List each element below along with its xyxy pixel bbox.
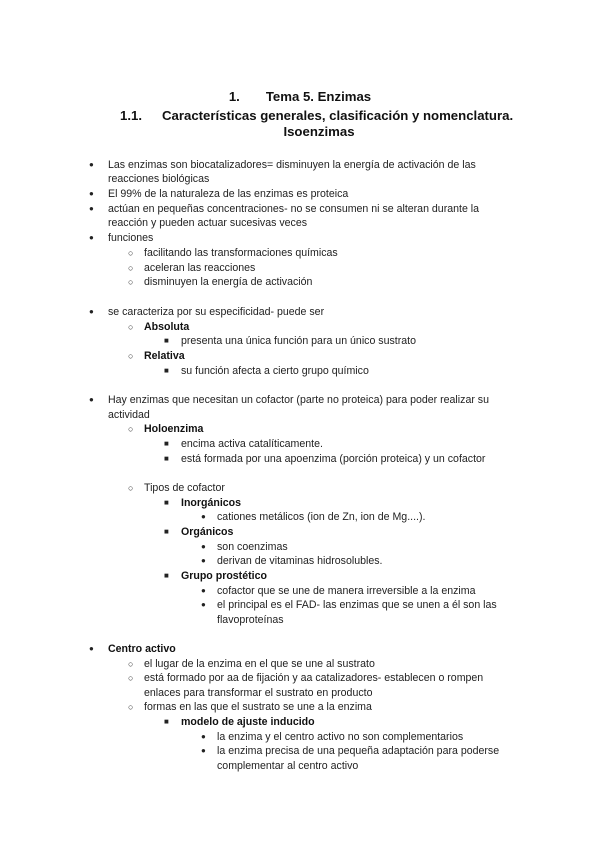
heading-1-title: Tema 5. Enzimas	[265, 89, 372, 104]
text-line: derivan de vitaminas hidrosolubles.	[217, 555, 383, 567]
bullet-dot	[89, 187, 94, 201]
text-line-bold: Inorgánicos	[181, 497, 242, 509]
text-line: enlaces para transformar el sustrato en producto	[144, 687, 373, 699]
text-line-bold: Relativa	[144, 350, 185, 362]
text-line-bold: modelo de ajuste inducido	[181, 716, 315, 728]
text-line: se caracteriza por su especificidad- puede ser	[108, 306, 325, 318]
text-line: el principal es el FAD- las enzimas que se unen a él son las	[217, 599, 497, 611]
text-line: encima activa catalíticamente.	[181, 438, 323, 450]
bullet-square	[164, 496, 169, 510]
bullet-dot	[89, 202, 94, 216]
text-line: cationes metálicos (ion de Zn, ion de Mg....).	[217, 511, 426, 523]
text-line: Tipos de cofactor	[144, 482, 225, 494]
heading-2-number: 1.1.	[120, 108, 142, 123]
bullet-dot	[201, 730, 206, 744]
text-line: cofactor que se une de manera irreversible a la enzima	[217, 585, 476, 597]
bullet-dot	[201, 744, 206, 758]
bullet-circle	[128, 671, 133, 686]
text-line: su función afecta a cierto grupo químico	[181, 365, 369, 377]
bullet-dot	[89, 642, 94, 656]
text-line: complementar al centro activo	[217, 760, 359, 772]
bullet-square	[164, 452, 169, 466]
text-line: Hay enzimas que necesitan un cofactor (parte no proteica) para poder realizar su	[108, 394, 489, 406]
text-line: la enzima y el centro activo no son complementarios	[217, 731, 464, 743]
text-line-bold: Absoluta	[144, 321, 190, 333]
bullet-circle	[128, 261, 133, 276]
bullet-dot	[201, 510, 206, 524]
text-line: facilitando las transformaciones químicas	[144, 247, 338, 259]
text-line: reacción y pueden actuar sucesivas veces	[108, 217, 308, 229]
bullet-circle	[128, 657, 133, 672]
bullet-square	[164, 437, 169, 451]
text-line: actividad	[108, 409, 150, 421]
bullet-circle	[128, 422, 133, 437]
bullet-dot	[201, 554, 206, 568]
text-line: El 99% de la naturaleza de las enzimas es proteica	[108, 188, 349, 200]
text-line: formas en las que el sustrato se une a la enzima	[144, 701, 372, 713]
bullet-dot	[89, 231, 94, 245]
text-line-bold: Centro activo	[108, 643, 176, 655]
text-line: son coenzimas	[217, 541, 288, 553]
text-line-bold: Orgánicos	[181, 526, 234, 538]
bullet-square	[164, 334, 169, 348]
bullet-square	[164, 525, 169, 539]
bullet-circle	[128, 275, 133, 290]
text-line: presenta una única función para un único sustrato	[181, 335, 416, 347]
bullet-dot	[89, 393, 94, 407]
text-line: funciones	[108, 232, 154, 244]
bullet-square	[164, 715, 169, 729]
text-line: está formada por una apoenzima (porción proteica) y un cofactor	[181, 453, 486, 465]
bullet-circle	[128, 349, 133, 364]
text-line-bold: Grupo prostético	[181, 570, 267, 582]
bullet-circle	[128, 481, 133, 496]
text-line: actúan en pequeñas concentraciones- no se consumen ni se alteran durante la	[108, 203, 480, 215]
text-line: la enzima precisa de una pequeña adaptación para poderse	[217, 745, 500, 757]
bullet-dot	[89, 158, 94, 172]
heading-1-number: 1.	[228, 89, 240, 104]
bullet-circle	[128, 700, 133, 715]
bullet-square	[164, 569, 169, 583]
heading-2-title-line1: Características generales, clasificación y nomenclatura.	[162, 108, 514, 123]
text-line: aceleran las reacciones	[144, 262, 256, 274]
text-line: Las enzimas son biocatalizadores= disminuyen la energía de activación de las	[108, 159, 476, 171]
text-line: disminuyen la energía de activación	[144, 276, 313, 288]
heading-2-title-line2: Isoenzimas	[283, 124, 355, 139]
text-line: está formado por aa de fijación y aa catalizadores- establecen o rompen	[144, 672, 484, 684]
bullet-dot	[201, 584, 206, 598]
text-line-bold: Holoenzima	[144, 423, 204, 435]
text-line: flavoproteínas	[217, 614, 284, 626]
bullet-dot	[201, 598, 206, 612]
bullet-dot	[89, 305, 94, 319]
heading-2	[120, 108, 513, 123]
bullet-dot	[201, 540, 206, 554]
bullet-square	[164, 364, 169, 378]
text-line: reacciones biológicas	[108, 173, 210, 185]
bullet-circle	[128, 246, 133, 261]
heading-1	[0, 89, 600, 104]
text-line: el lugar de la enzima en el que se une al sustrato	[144, 658, 375, 670]
bullet-circle	[128, 320, 133, 335]
